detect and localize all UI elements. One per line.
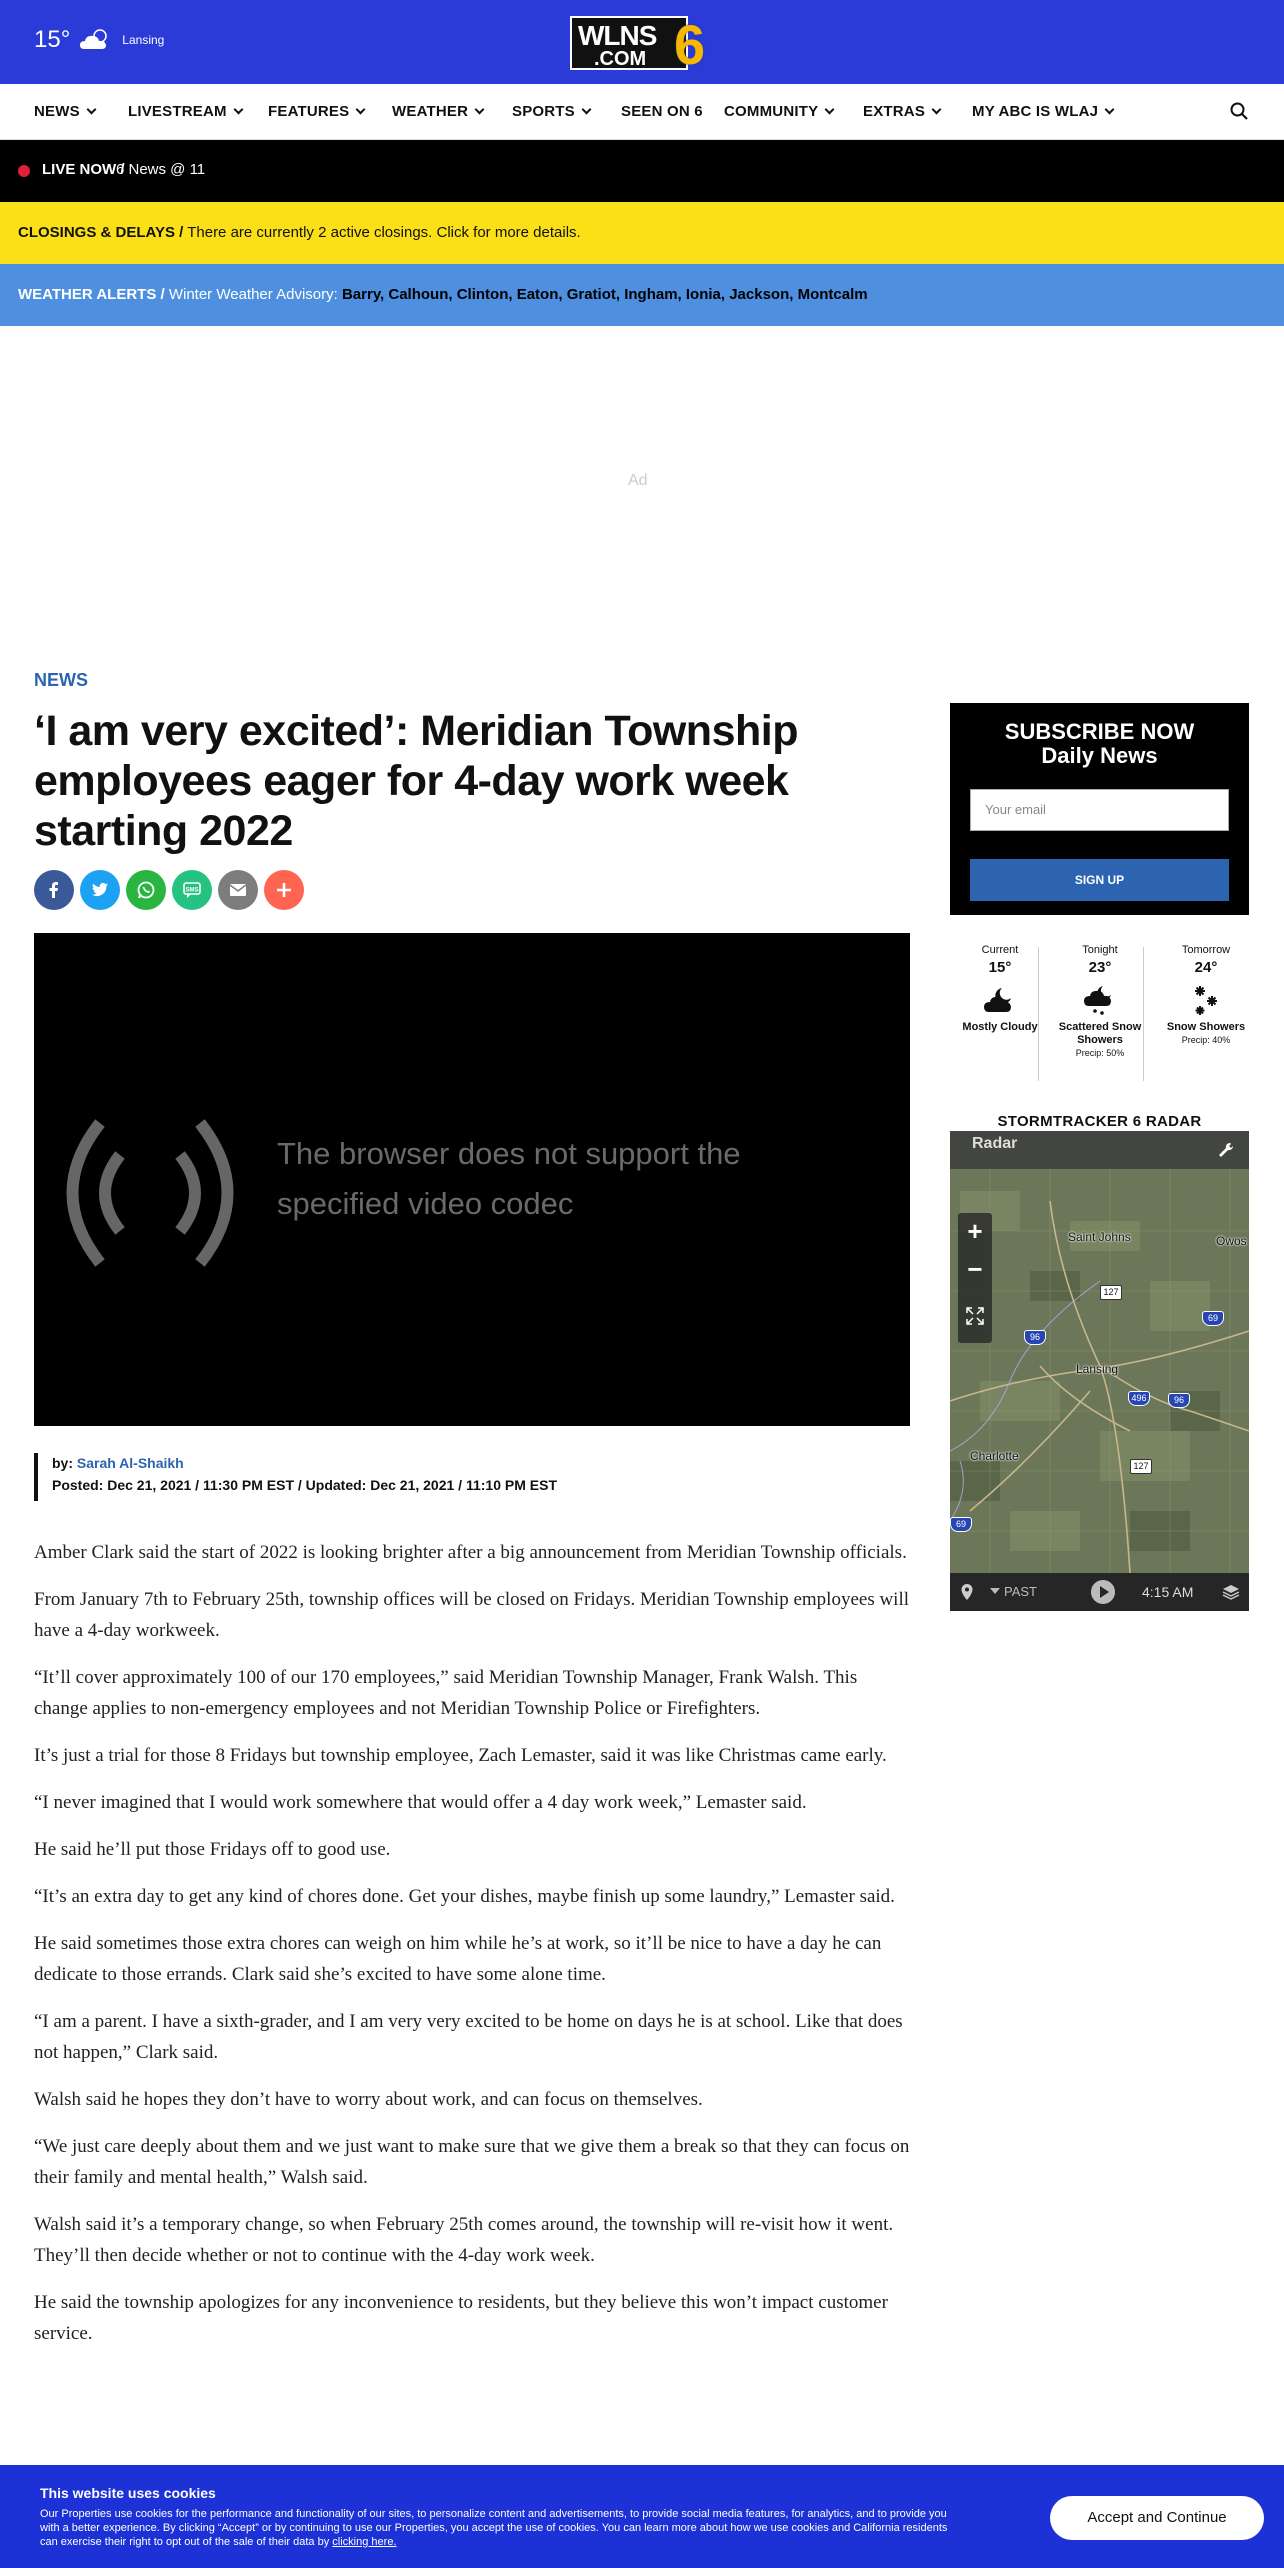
post-dates: Posted: Dec 21, 2021 / 11:30 PM EST / Updated: Dec 21, 2021 / 11:10 PM EST [52, 1477, 558, 1493]
article-paragraph: “I never imagined that I would work somewhere that would offer a 4 day work week,” Lemaster said. [34, 1792, 807, 1813]
signup-button[interactable]: SIGN UP [970, 859, 1229, 901]
forecast-label: Tonight [1082, 944, 1118, 956]
forecast-precip: Precip: 50% [1075, 1048, 1125, 1058]
video-error-message: The browser does not support the specified video codec [277, 1136, 741, 1221]
cookie-title: This website uses cookies [40, 2485, 216, 2501]
closings-bar[interactable] [0, 202, 1284, 264]
forecast-tonight [1050, 943, 1150, 1059]
ad-label: Ad [628, 472, 648, 489]
forecast-precip: Precip: 40% [1181, 1035, 1231, 1045]
divider [1143, 947, 1144, 1081]
article-paragraph: From January 7th to February 25th, township offices will be closed on Fridays. Meridian Township employees will have a 4-day workweek. [34, 1589, 910, 1641]
nav-label: SPORTS [512, 103, 575, 120]
video-player[interactable] [34, 933, 910, 1426]
logo-text: WLNS [578, 20, 657, 51]
map-controls [958, 1213, 992, 1343]
article-paragraph: Amber Clark said the start of 2022 is looking brighter after a big announcement from Meridian Township officials. [34, 1542, 907, 1563]
svg-text:SMS: SMS [185, 887, 199, 894]
current-temp: 15° [34, 26, 71, 53]
nav-news[interactable] [34, 103, 95, 120]
ad-slot [0, 326, 1284, 636]
forecast-temp: 24° [1194, 959, 1218, 976]
forecast-temp: 15° [988, 959, 1012, 976]
forecast-condition: Snow Showers [1166, 1021, 1246, 1033]
nav-extras[interactable] [863, 103, 940, 120]
live-program: 6 News @ 11 [116, 161, 206, 178]
article-paragraph: “It’s an extra day to get any kind of chores done. Get your dishes, maybe finish up some laundry,” Lemaster said. [34, 1886, 895, 1907]
caret-down-icon[interactable] [990, 1588, 1000, 1594]
logo-domain: .COM [594, 48, 647, 70]
nav-seen-on-6[interactable] [621, 103, 703, 120]
nav-livestream[interactable] [128, 103, 242, 120]
map-place-label: Lansing [1076, 1362, 1119, 1376]
main-nav [0, 84, 1284, 140]
article-paragraph: It’s just a trial for those 8 Fridays but township employee, Zach Lemaster, said it was like Christmas came early. [34, 1745, 887, 1766]
interstate-shield: 96 [1168, 1393, 1190, 1408]
forecast-label: Tomorrow [1181, 944, 1231, 956]
partly-cloudy-icon [78, 29, 112, 51]
radar-timeline [950, 1573, 1249, 1611]
forecast-widget[interactable] [950, 943, 1249, 1083]
broadcast-icon [50, 1093, 250, 1293]
map-place-label: Charlotte [970, 1449, 1019, 1463]
weather-alerts-bar[interactable] [0, 264, 1284, 326]
nav-label: SEEN ON 6 [621, 103, 703, 120]
alert-counties: Barry, Calhoun, Clinton, Eaton, Gratiot, Ingham, Ionia, Jackson, Montcalm [341, 286, 868, 303]
nav-features[interactable] [268, 103, 364, 120]
article-paragraph: “It’ll cover approximately 100 of our 170 employees,” said Meridian Township Manager, Frank Walsh. This change applies to non-emergency employees and not Meridian Township Police or Firefighters. [34, 1667, 858, 1719]
cookie-banner [0, 2465, 1284, 2568]
radar-time: 4:15 AM [1142, 1584, 1194, 1600]
article-body [34, 1537, 910, 2365]
partly-cloudy-night-icon [983, 985, 1017, 1015]
cookie-text: Our Properties use cookies for the performance and functionality of our sites, to personalize content and advertisements, to provide social media features, for analytics, and to provide you with a better experience. By clicking “Accept” or by continuing to use our Properties, you accept the use of cookies. You can learn more about how we use cookies and California residents can exercise their right to opt out of the sale of their data by [40, 2508, 948, 2548]
play-icon[interactable] [1090, 1579, 1116, 1605]
live-now-bar[interactable] [0, 140, 1284, 202]
zoom-in-button[interactable]: + [967, 1216, 983, 1246]
byline-prefix: by: [52, 1455, 73, 1471]
radar-header [950, 1131, 1249, 1169]
nav-label: WEATHER [392, 103, 469, 120]
signup-title-line2: Daily News [1041, 743, 1158, 768]
nav-my-abc[interactable] [972, 103, 1113, 120]
nav-weather[interactable] [392, 103, 483, 120]
layers-icon[interactable] [1222, 1583, 1240, 1601]
byline [34, 1453, 557, 1501]
closings-label: CLOSINGS & DELAYS / [18, 224, 184, 241]
forecast-condition: Scattered Snow Showers [1058, 1021, 1142, 1046]
closings-text: There are currently 2 active closings. Click for more details. [187, 224, 581, 241]
article-category[interactable]: NEWS [34, 670, 88, 690]
cookie-text-block [40, 2507, 960, 2549]
nav-label: MY ABC IS WLAJ [972, 103, 1099, 120]
chevron-down-icon [356, 105, 366, 115]
article-paragraph: “I am a parent. I have a sixth-grader, and I am very very excited to be home on days he is at school. Like that does not happen,” Clark said. [34, 2011, 903, 2063]
chevron-down-icon [581, 105, 591, 115]
live-label: LIVE NOW / [42, 161, 125, 178]
email-icon[interactable] [218, 870, 258, 910]
signup-title [950, 720, 1249, 768]
share-bar [34, 870, 304, 910]
interstate-shield: 96 [1024, 1330, 1046, 1345]
article-headline: ‘I am very excited’: Meridian Township employees eager for 4-day work week starting 2022 [34, 707, 798, 855]
chevron-down-icon [825, 105, 835, 115]
wrench-icon[interactable] [1218, 1142, 1234, 1158]
plus-icon[interactable] [264, 870, 304, 910]
nav-community[interactable] [724, 103, 833, 120]
sms-icon[interactable] [172, 870, 212, 910]
interstate-shield: 69 [1202, 1311, 1224, 1326]
facebook-icon[interactable] [34, 870, 74, 910]
past-label[interactable]: PAST [1004, 1584, 1037, 1599]
article-paragraph: He said he’ll put those Fridays off to good use. [34, 1839, 391, 1860]
weather-widget[interactable] [34, 26, 164, 54]
email-input[interactable]: Your email [970, 789, 1229, 831]
location-pin-icon[interactable] [960, 1583, 974, 1601]
forecast-current [950, 943, 1050, 1034]
interstate-shield: 69 [950, 1517, 972, 1532]
forecast-temp: 23° [1088, 959, 1112, 976]
forecast-label: Current [981, 944, 1019, 956]
divider [1038, 947, 1039, 1081]
search-icon[interactable] [1230, 102, 1248, 120]
nav-label: NEWS [34, 103, 80, 120]
radar-map[interactable] [950, 1131, 1249, 1611]
site-logo[interactable] [570, 13, 716, 76]
article-paragraph: Walsh said it’s a temporary change, so when February 25th comes around, the township will re-visit how it went. They’ll then decide whether or not to continue with the 4-day work week. [34, 2214, 894, 2266]
fullscreen-button[interactable] [958, 1299, 992, 1333]
radar-title: STORMTRACKER 6 RADAR [997, 1113, 1202, 1130]
whatsapp-icon[interactable] [126, 870, 166, 910]
alerts-label: WEATHER ALERTS / [18, 286, 165, 303]
live-dot-icon [18, 165, 30, 177]
city-name: Lansing [122, 33, 165, 47]
nav-label: EXTRAS [863, 103, 926, 120]
article-paragraph: He said the township apologizes for any inconvenience to residents, but they believe this won’t impact customer service. [34, 2292, 888, 2344]
map-place-label: Owos [1216, 1234, 1247, 1248]
chevron-down-icon [86, 105, 96, 115]
radar-header-label: Radar [972, 1135, 1018, 1152]
article-paragraph: Walsh said he hopes they don’t have to worry about work, and can focus on themselves. [34, 2089, 703, 2110]
chevron-down-icon [932, 105, 942, 115]
interstate-shield: 496 [1128, 1391, 1150, 1406]
alert-type: Winter Weather Advisory: [168, 286, 338, 303]
chevron-down-icon [1105, 105, 1115, 115]
nav-label: FEATURES [268, 103, 350, 120]
forecast-tomorrow [1156, 943, 1256, 1046]
snowflakes-icon [1191, 983, 1221, 1017]
map-place-label: Saint Johns [1068, 1230, 1131, 1244]
chevron-down-icon [233, 105, 243, 115]
zoom-out-button[interactable]: − [967, 1254, 983, 1284]
nav-label: LIVESTREAM [128, 103, 227, 120]
route-shield: 127 [1100, 1285, 1122, 1300]
nav-sports[interactable] [512, 103, 590, 120]
logo-six: 6 [674, 13, 706, 76]
route-shield: 127 [1130, 1459, 1152, 1474]
nav-label: COMMUNITY [724, 103, 819, 120]
author-link[interactable]: Sarah Al-Shaikh [76, 1455, 184, 1471]
article-paragraph: “We just care deeply about them and we just want to make sure that we give them a break so that they can focus on their family and mental health,” Walsh said. [34, 2136, 910, 2188]
chevron-down-icon [475, 105, 485, 115]
snow-cloud-icon [1083, 984, 1117, 1016]
top-header [0, 0, 1284, 84]
twitter-icon[interactable] [80, 870, 120, 910]
expand-icon [966, 1307, 984, 1325]
logo-box [570, 16, 688, 70]
forecast-condition: Mostly Cloudy [962, 1021, 1038, 1033]
newsletter-signup [950, 703, 1249, 915]
opt-out-link[interactable]: clicking here. [332, 2536, 397, 2548]
accept-cookies-button[interactable]: Accept and Continue [1050, 2496, 1264, 2540]
article-paragraph: He said sometimes those extra chores can weigh on him while he’s at work, so it’ll be nice to have a day he can dedicate to those errands. Clark said she’s excited to have some alone time. [34, 1933, 882, 1985]
signup-title-line1: SUBSCRIBE NOW [1004, 719, 1195, 744]
